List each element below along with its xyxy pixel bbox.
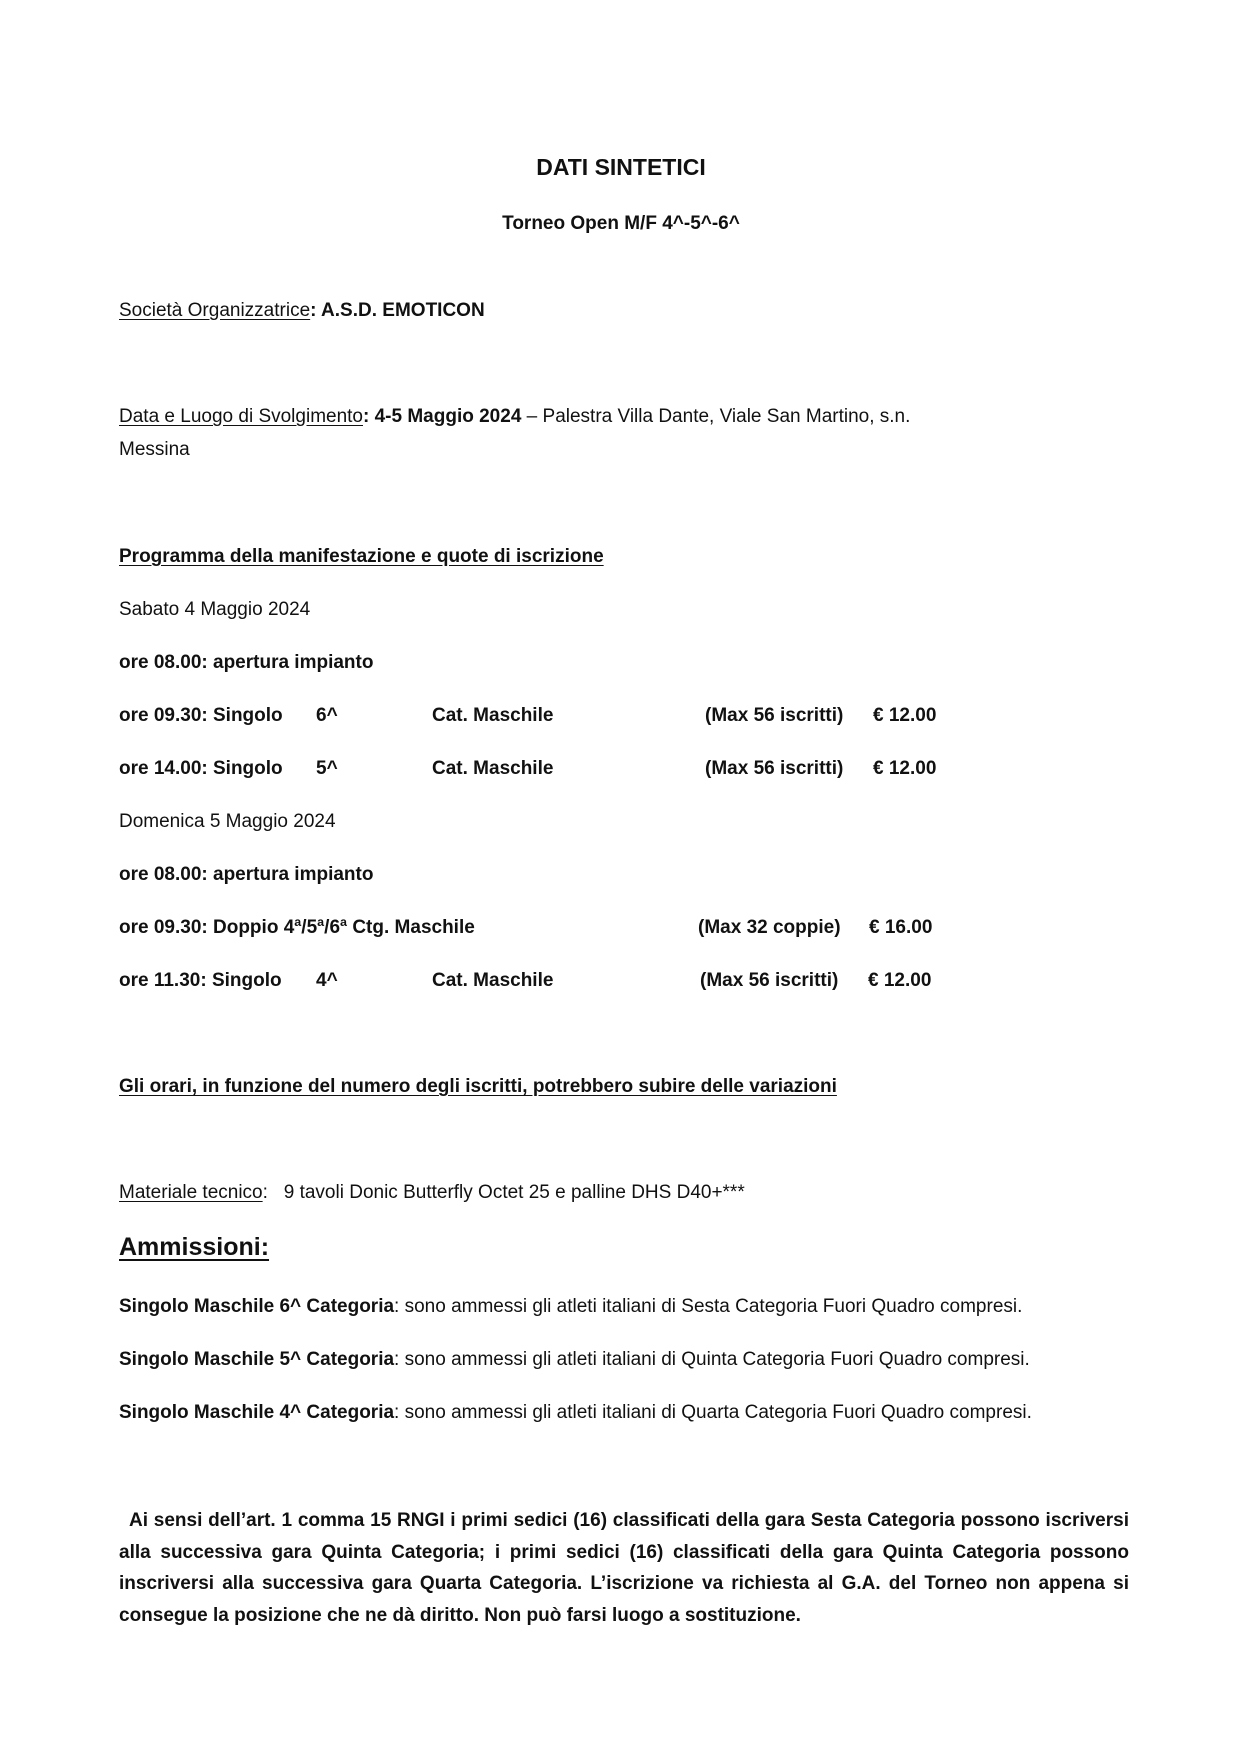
- admission-item: [119, 1349, 1030, 1371]
- schedule-fee: € 12.00: [873, 705, 937, 726]
- page-title: DATI SINTETICI: [536, 154, 706, 180]
- schedule-gender: Cat. Maschile: [432, 705, 554, 726]
- schedule-time: ore 09.30: Singolo: [119, 705, 283, 726]
- schedule-max: (Max 56 iscritti): [705, 758, 844, 779]
- event-date: 4-5 Maggio 2024: [369, 406, 522, 427]
- admission-text: : sono ammessi gli atleti italiani di Quinta Categoria Fuori Quadro compresi.: [394, 1349, 1030, 1370]
- page-subtitle: Torneo Open M/F 4^-5^-6^: [502, 213, 740, 234]
- admission-text: : sono ammessi gli atleti italiani di Quarta Categoria Fuori Quadro compresi.: [394, 1402, 1032, 1423]
- schedule-time: ore 09.30: Doppio 4ª/5ª/6ª Ctg. Maschile: [119, 917, 475, 938]
- date-place-line: [119, 406, 910, 428]
- schedule-category: 4^: [316, 970, 338, 991]
- admissions-heading: Ammissioni:: [119, 1233, 270, 1261]
- organizer-label: Società Organizzatrice: [119, 300, 311, 321]
- schedule-note: Gli orari, in funzione del numero degli iscritti, potrebbero subire delle variazioni: [119, 1076, 837, 1097]
- schedule-fee: € 12.00: [873, 758, 937, 779]
- schedule-time: ore 11.30: Singolo: [119, 970, 282, 991]
- schedule-time: ore 14.00: Singolo: [119, 758, 283, 779]
- rule-paragraph: Ai sensi dell’art. 1 comma 15 RNGI i primi sedici (16) classificati della gara Sesta Categoria possono iscriversi alla successiva gara Quinta Categoria; i primi sedici (16) classificati della gara Quinta Categoria possono inscriversi alla successiva gara Quarta Categoria. L’iscrizione va richiesta al G.A. del Torneo non appena si consegue la posizione che ne dà diritto. Non può farsi luogo a sostituzione.: [119, 1510, 1129, 1626]
- schedule-fee: € 12.00: [868, 970, 932, 991]
- organizer-line: [119, 300, 485, 322]
- admission-label: Singolo Maschile 4^ Categoria: [119, 1402, 395, 1423]
- material-value: 9 tavoli Donic Butterfly Octet 25 e palline DHS D40+***: [267, 1182, 745, 1203]
- schedule-gender: Cat. Maschile: [432, 758, 554, 779]
- admission-label: Singolo Maschile 5^ Categoria: [119, 1349, 395, 1370]
- schedule-gender: Cat. Maschile: [432, 970, 554, 991]
- schedule-item: ore 08.00: apertura impianto: [119, 652, 374, 673]
- admission-text: : sono ammessi gli atleti italiani di Sesta Categoria Fuori Quadro compresi.: [394, 1296, 1023, 1317]
- material-sep: :: [262, 1182, 268, 1203]
- schedule-max: (Max 56 iscritti): [700, 970, 839, 991]
- schedule-category: 6^: [316, 705, 338, 726]
- program-heading: Programma della manifestazione e quote di iscrizione: [119, 546, 604, 567]
- admission-item: [119, 1296, 1022, 1318]
- schedule-category: 5^: [316, 758, 338, 779]
- day-label-sunday: Domenica 5 Maggio 2024: [119, 811, 336, 832]
- schedule-max: (Max 56 iscritti): [705, 705, 844, 726]
- admission-label: Singolo Maschile 6^ Categoria: [119, 1296, 395, 1317]
- schedule-fee: € 16.00: [869, 917, 933, 938]
- schedule-item: ore 08.00: apertura impianto: [119, 864, 374, 885]
- date-place-label: Data e Luogo di Svolgimento: [119, 406, 363, 427]
- organizer-value: A.S.D. EMOTICON: [316, 300, 485, 321]
- event-place: – Palestra Villa Dante, Viale San Martino, s.n.: [521, 406, 911, 427]
- material-label: Materiale tecnico: [119, 1182, 263, 1203]
- event-city: Messina: [119, 439, 190, 460]
- date-place-sep: :: [363, 406, 370, 427]
- material-line: [119, 1182, 745, 1204]
- admission-item: [119, 1402, 1032, 1424]
- day-label-saturday: Sabato 4 Maggio 2024: [119, 599, 311, 620]
- schedule-max: (Max 32 coppie): [698, 917, 841, 938]
- organizer-sep: :: [310, 300, 317, 321]
